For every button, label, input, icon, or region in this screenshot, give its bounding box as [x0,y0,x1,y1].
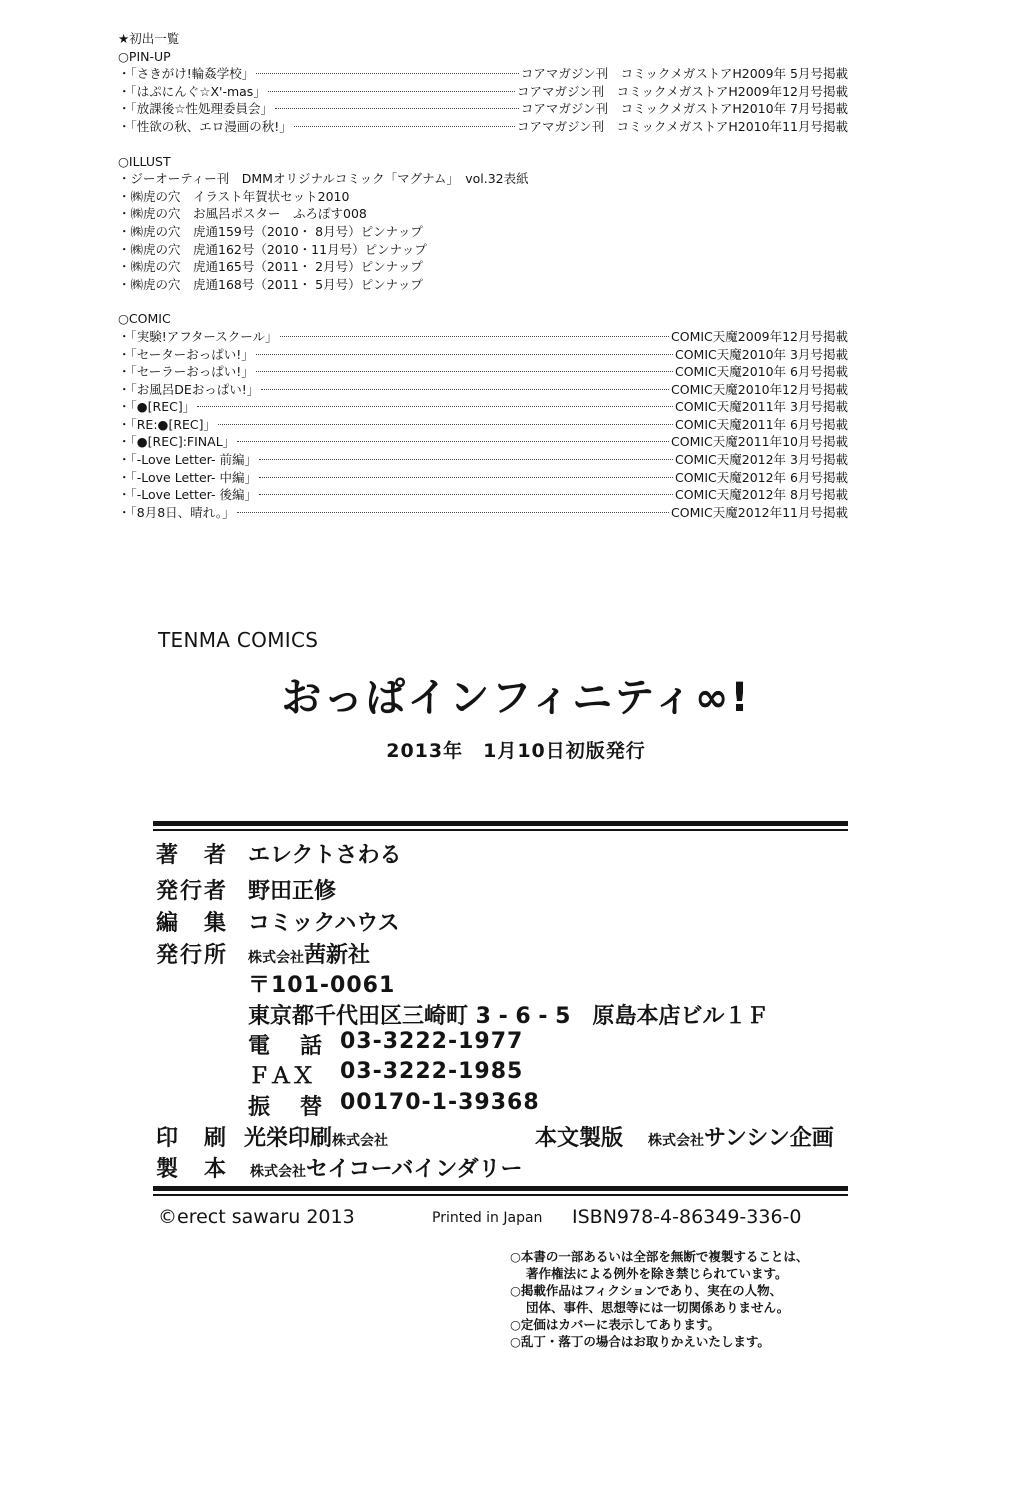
printed-in: Printed in Japan [432,1210,543,1226]
leader-dots [280,336,670,337]
transfer-number: 00170-1-39368 [340,1090,540,1115]
work-title: ・「-Love Letter- 後編」 [118,487,257,503]
leader-dots [261,389,669,390]
list-item [118,416,848,434]
work-source: COMIC天魔2012年 6月号掲載 [674,469,848,485]
leader-dots [259,477,673,478]
leader-dots [259,494,673,495]
list-item: ・㈱虎の穴 虎通168号（2011・ 5月号）ピンナップ [118,276,423,292]
author-key: 著 者 [156,843,229,868]
work-title: ・「●[REC]:FINAL」 [118,434,236,450]
imprint-label: TENMA COMICS [158,628,319,652]
tel-number: 03-3222-1977 [340,1029,524,1054]
list-item [118,346,848,364]
office-company: 茜新社 [304,943,371,968]
note-line: ○掲載作品はフィクションであり、実在の人物、 [510,1283,783,1298]
list-item [118,398,848,416]
list-item [118,118,848,136]
binding-prefix: 株式会社 [250,1164,306,1180]
spacer [118,136,848,153]
list-item: ・㈱虎の穴 お風呂ポスター ふろぽす008 [118,206,367,222]
divider [153,821,848,826]
list-item [118,433,848,451]
work-source: コアマガジン刊 コミックメガストアH2010年 7月号掲載 [520,101,848,117]
author-name: エレクトさわる [248,843,402,868]
list-item: ・ジーオーティー刊 DMMオリジナルコミック「マグナム」 vol.32表紙 [118,171,529,187]
printer-name [244,1121,388,1152]
list-item [118,100,848,118]
note-line: ○本書の一部あるいは全部を無断で複製することは、 [510,1249,809,1264]
list-item: ・㈱虎の穴 虎通159号（2010・ 8月号）ピンナップ [118,223,423,239]
work-title: ・「RE:●[REC]」 [118,416,217,432]
work-source: コアマガジン刊 コミックメガストアH2009年 5月号掲載 [520,66,848,82]
binding-name: セイコーバインダリー [306,1157,523,1182]
work-title: ・「さきがけ!輪姦学校」 [118,66,255,82]
list-header: ★初出一覧 [118,31,180,46]
divider [153,1186,848,1191]
list-item [118,83,848,101]
work-source: COMIC天魔2011年 6月号掲載 [674,416,848,432]
list-item: ・㈱虎の穴 イラスト年賀状セット2010 [118,188,350,204]
leader-dots [237,512,669,513]
print-key: 印 刷 [156,1126,229,1151]
work-title: ・「8月8日、晴れ。」 [118,504,235,520]
leader-dots [218,424,673,425]
publisher-person-key: 発行者 [156,879,229,904]
note-line: 著作権法による例外を除き禁じられています。 [526,1266,788,1281]
tel-key: 電 話 [248,1034,327,1059]
section-pinup: ○PIN-UP [118,48,171,64]
divider [153,1194,848,1196]
work-source: コアマガジン刊 コミックメガストアH2009年12月号掲載 [516,83,848,99]
section-illust: ○ILLUST [118,153,171,169]
note-line: 団体、事件、思想等には一切関係ありません。 [526,1300,790,1315]
work-source: COMIC天魔2011年10月号掲載 [671,434,848,450]
list-item: ・㈱虎の穴 虎通162号（2010・11月号）ピンナップ [118,241,427,257]
leader-dots [275,108,519,109]
publication-date: 2013年 1月10日初版発行 [386,740,646,762]
work-source: COMIC天魔2009年12月号掲載 [671,328,848,344]
work-title: ・「セーターおっぱい!」 [118,346,254,362]
list-item [118,65,848,83]
spacer [118,293,848,310]
work-title: ・「放課後☆性処理委員会」 [118,101,273,117]
work-source: COMIC天魔2010年 6月号掲載 [674,364,848,380]
list-item [118,381,848,399]
work-source: コアマガジン刊 コミックメガストアH2010年11月号掲載 [516,118,848,134]
work-title: ・「性欲の秋、エロ漫画の秋!」 [118,118,292,134]
work-source: COMIC天魔2011年 3月号掲載 [674,399,848,415]
list-item [118,328,848,346]
leader-dots [259,459,673,460]
list-item: ・㈱虎の穴 虎通165号（2011・ 2月号）ピンナップ [118,259,423,275]
isbn: ISBN978-4-86349-336-0 [572,1206,802,1228]
address: 東京都千代田区三崎町 3 - 6 - 5 原島本店ビル１Ｆ [248,1004,769,1029]
postal-code: 〒101-0061 [248,973,396,998]
work-title: ・「実験!アフタースクール」 [118,328,278,344]
work-source: COMIC天魔2010年12月号掲載 [671,381,848,397]
fax-number: 03-3222-1985 [340,1059,524,1084]
book-title: おっぱインフィニティ∞! [281,675,751,721]
section-comic: ○COMIC [118,311,171,327]
office-key: 発行所 [156,943,229,968]
transfer-key: 振 替 [248,1095,327,1120]
divider [153,829,848,831]
editor-name: コミックハウス [248,911,400,936]
work-source: COMIC天魔2012年11月号掲載 [671,504,848,520]
list-item [118,469,848,487]
work-source: COMIC天魔2012年 8月号掲載 [674,487,848,503]
plate-prefix: 株式会社 [648,1133,704,1149]
leader-dots [256,73,519,74]
text-plate-label: 本文製版 [535,1126,624,1151]
office-prefix: 株式会社 [248,950,304,966]
legal-notes [510,1248,808,1350]
list-item [118,451,848,469]
publisher-person: 野田正修 [248,879,337,904]
editor-key: 編 集 [156,911,229,936]
list-item [118,504,848,522]
work-source: COMIC天魔2010年 3月号掲載 [674,346,848,362]
note-line: ○乱丁・落丁の場合はお取りかえいたします。 [510,1334,770,1349]
leader-dots [237,441,669,442]
work-title: ・「セーラーおっぱい!」 [118,364,254,380]
work-title: ・「-Love Letter- 前編」 [118,452,257,468]
copyright: ©erect sawaru 2013 [158,1206,355,1228]
binding-key: 製 本 [156,1157,229,1182]
plate-company [648,1121,834,1152]
fax-key: ＦＡＸ [248,1064,315,1089]
leader-dots [197,406,673,407]
leader-dots [294,126,515,127]
office-name [248,938,370,969]
leader-dots [268,91,515,92]
plate-company-name: サンシン企画 [704,1126,834,1151]
work-title: ・「お風呂DEおっぱい!」 [118,381,260,397]
leader-dots [256,371,673,372]
work-source: COMIC天魔2012年 3月号掲載 [674,452,848,468]
binding-company [250,1152,522,1183]
printer-suffix: 株式会社 [332,1133,389,1149]
list-item [118,486,848,504]
work-title: ・「はぷにんぐ☆X'-mas」 [118,83,266,99]
printer-company: 光栄印刷 [244,1126,333,1151]
list-item [118,363,848,381]
work-title: ・「-Love Letter- 中編」 [118,469,257,485]
leader-dots [256,354,673,355]
work-title: ・「●[REC]」 [118,399,196,415]
first-appearance-list [118,30,848,521]
note-line: ○定価はカバーに表示してあります。 [510,1317,720,1332]
